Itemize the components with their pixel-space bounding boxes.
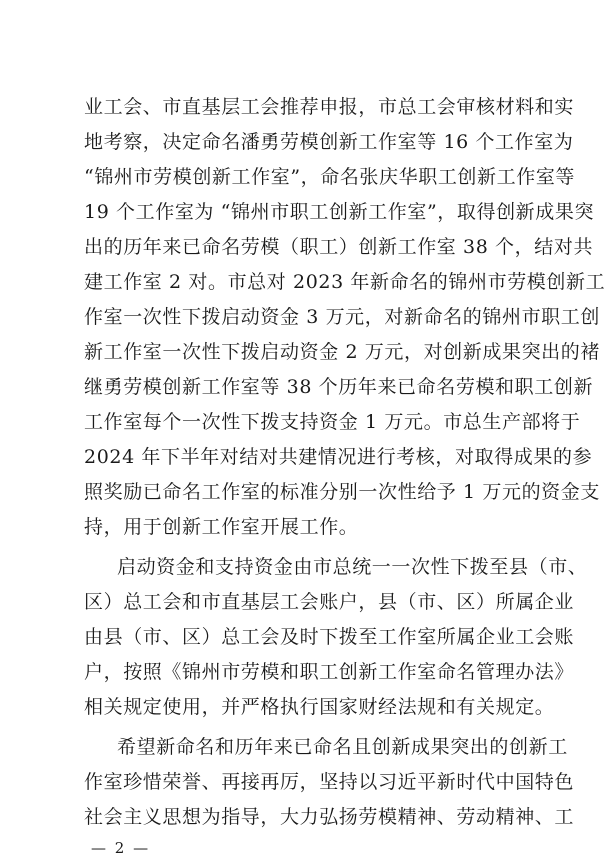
- body-line-11: 2024 年下半年对结对共建情况进行考核，对取得成果的参: [84, 446, 593, 468]
- body-line-1: 业工会、市直基层工会推荐申报，市总工会审核材料和实: [84, 96, 575, 118]
- body-line-12: 照奖励已命名工作室的标准分别一次性给予 1 万元的资金支: [84, 481, 600, 503]
- body-line-8: 新工作室一次性下拨启动资金 2 万元，对创新成果突出的褚: [84, 341, 600, 363]
- body-line-2: 地考察，决定命名潘勇劳模创新工作室等 16 个工作室为: [84, 131, 574, 153]
- body-line-19: 希望新命名和历年来已命名且创新成果突出的创新工: [117, 736, 568, 758]
- body-line-4: 19 个工作室为 “锦州市职工创新工作室”，取得创新成果突: [84, 201, 595, 223]
- body-line-17: 户，按照《锦州市劳模和职工创新工作室命名管理办法》: [84, 661, 575, 683]
- body-line-20: 作室珍惜荣誉、再接再厉，坚持以习近平新时代中国特色: [84, 771, 575, 793]
- body-line-18: 相关规定使用，并严格执行国家财经法规和有关规定。: [84, 696, 555, 718]
- body-line-9: 继勇劳模创新工作室等 38 个历年来已命名劳模和职工创新: [84, 376, 594, 398]
- body-line-7: 作室一次性下拨启动资金 3 万元，对新命名的锦州市职工创: [84, 306, 600, 328]
- body-line-10: 工作室每个一次性下拨支持资金 1 万元。市总生产部将于: [84, 411, 581, 433]
- body-line-6: 建工作室 2 对。市总对 2023 年新命名的锦州市劳模创新工: [84, 271, 606, 293]
- body-line-5: 出的历年来已命名劳模（职工）创新工作室 38 个，结对共: [84, 236, 594, 258]
- page-number: — 2 —: [91, 839, 151, 857]
- body-line-15: 区）总工会和市直基层工会账户，县（市、区）所属企业: [84, 591, 575, 613]
- body-line-21: 社会主义思想为指导，大力弘扬劳模精神、劳动精神、工: [84, 806, 575, 828]
- body-line-13: 持，用于创新工作室开展工作。: [84, 516, 359, 538]
- body-line-16: 由县（市、区）总工会及时下拨至工作室所属企业工会账: [84, 626, 575, 648]
- body-line-14: 启动资金和支持资金由市总统一一次性下拨至县（市、: [117, 556, 588, 578]
- body-line-3: “锦州市劳模创新工作室”，命名张庆华职工创新工作室等: [84, 166, 576, 188]
